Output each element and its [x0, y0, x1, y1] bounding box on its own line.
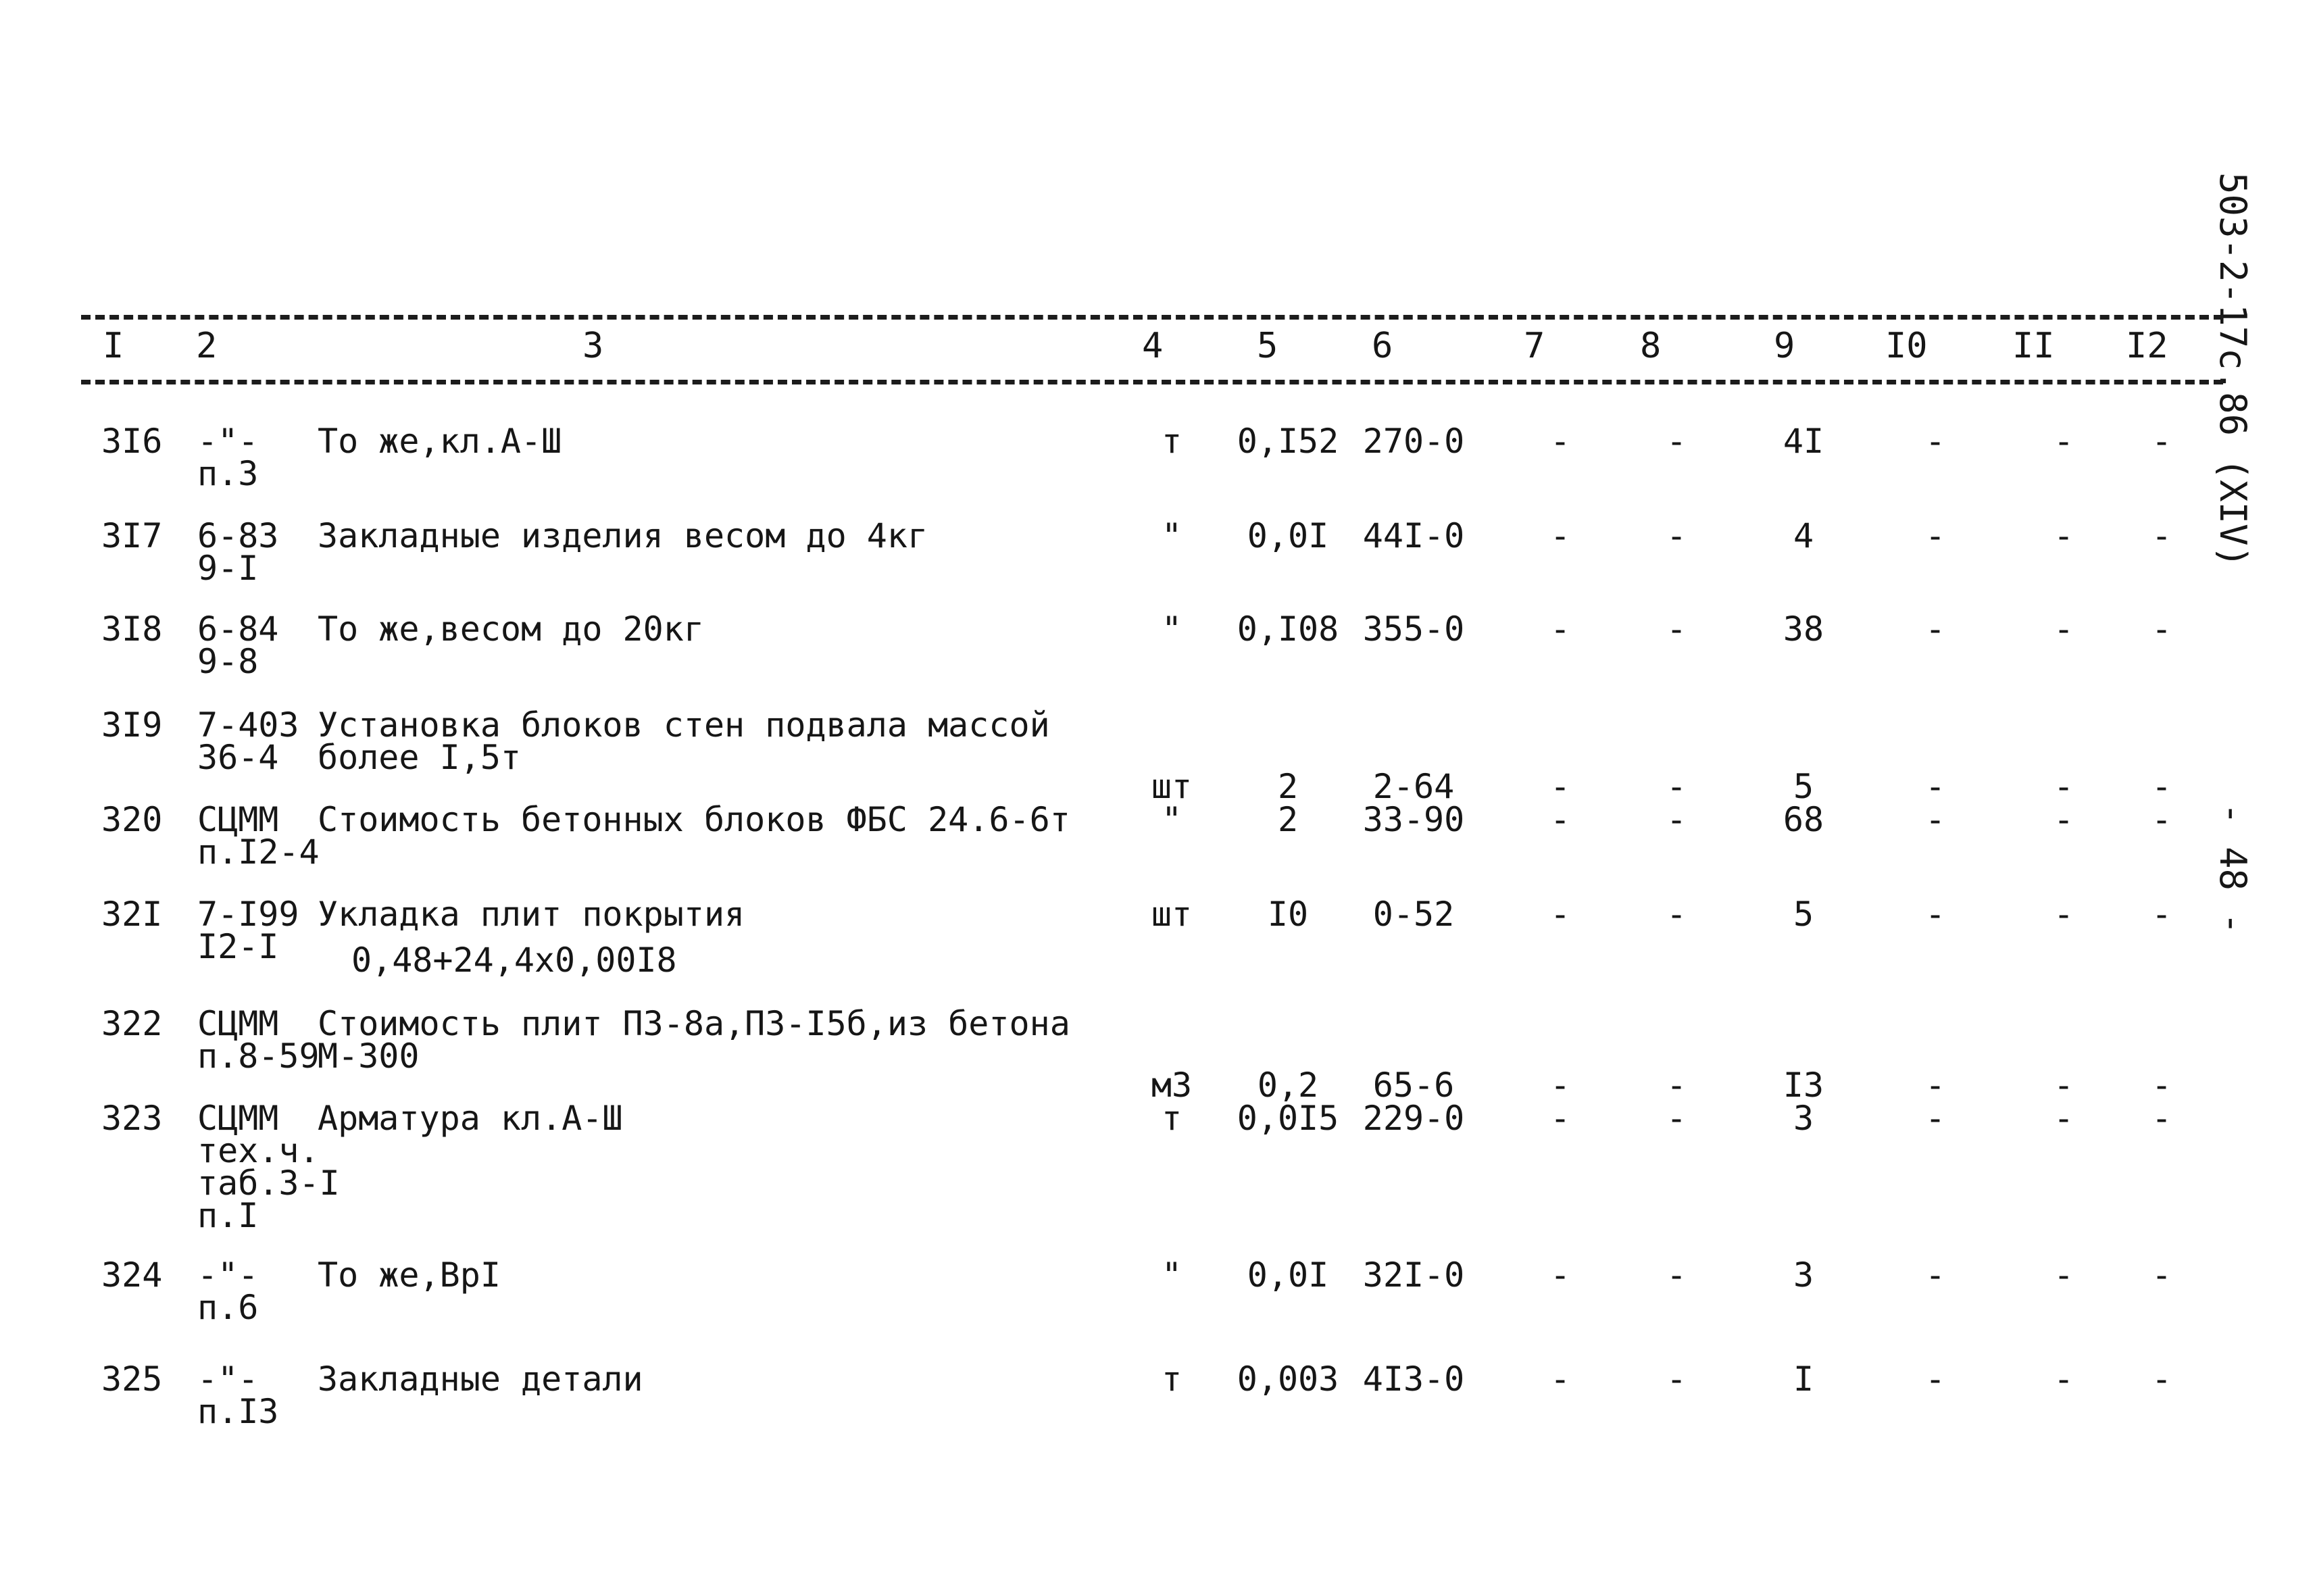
col9-cell: 4I	[1783, 422, 1824, 461]
col12-cell: -	[2151, 895, 2172, 934]
row-number: 3I9	[101, 705, 163, 745]
col11-cell: -	[2053, 895, 2074, 934]
quantity-cell: 0,0I5	[1237, 1099, 1339, 1138]
column-header-9: 9	[1774, 326, 1795, 366]
col7-cell: -	[1549, 767, 1571, 807]
col9-cell: 38	[1783, 609, 1824, 649]
code-line: п.I	[197, 1196, 259, 1235]
quantity-cell: 0,0I	[1247, 516, 1329, 555]
description-line: Стоимость бетонных блоков ФБС 24.6-6т	[318, 800, 1070, 839]
col11-cell: -	[2053, 422, 2074, 461]
row-number: 3I6	[101, 422, 163, 461]
row-number: 3I7	[101, 516, 163, 555]
header-top-rule	[81, 315, 2223, 320]
col11-cell: -	[2053, 1099, 2074, 1138]
column-header-1: I	[103, 326, 124, 366]
col12-cell: -	[2151, 609, 2172, 649]
col8-cell: -	[1666, 767, 1687, 807]
quantity-cell: 2	[1277, 800, 1299, 839]
quantity-cell: I0	[1267, 895, 1309, 934]
unit-cell: "	[1161, 516, 1183, 555]
column-header-2: 2	[196, 326, 218, 366]
col9-cell: 4	[1793, 516, 1814, 555]
description-line: То же,ВрI	[318, 1255, 501, 1295]
row-number: 324	[101, 1255, 163, 1295]
row-number: 320	[101, 800, 163, 839]
unit-cell: т	[1161, 422, 1183, 461]
row-number: 32I	[101, 895, 163, 934]
description-line: Арматура кл.А-Ш	[318, 1099, 623, 1138]
col7-cell: -	[1549, 1255, 1571, 1295]
code-line: п.8-59	[197, 1037, 320, 1076]
col7-cell: -	[1549, 422, 1571, 461]
quantity-cell: 0,0I	[1247, 1255, 1329, 1295]
col9-cell: 68	[1783, 800, 1824, 839]
col7-cell: -	[1549, 1099, 1571, 1138]
description-line: 0,48+24,4х0,00I8	[351, 941, 677, 980]
col8-cell: -	[1666, 1099, 1687, 1138]
price-cell: 65-6	[1372, 1066, 1455, 1105]
unit-cell: "	[1161, 609, 1183, 649]
col10-cell: -	[1924, 609, 1946, 649]
price-cell: 229-0	[1362, 1099, 1465, 1138]
col9-cell: I3	[1783, 1066, 1824, 1105]
col7-cell: -	[1549, 1360, 1571, 1399]
column-header-12: I2	[2126, 326, 2168, 366]
description-line: Закладные изделия весом до 4кг	[318, 516, 928, 555]
col8-cell: -	[1666, 609, 1687, 649]
document-code: 503-2-17с.86 (XIV)	[2212, 172, 2254, 568]
description-line: Установка блоков стен подвала массой	[318, 705, 1050, 745]
col12-cell: -	[2151, 1066, 2172, 1105]
col10-cell: -	[1924, 422, 1946, 461]
col12-cell: -	[2151, 516, 2172, 555]
price-cell: 2-64	[1372, 767, 1455, 807]
unit-cell: шт	[1151, 895, 1193, 934]
col7-cell: -	[1549, 609, 1571, 649]
code-line: тех.ч.	[197, 1131, 320, 1170]
col9-cell: 3	[1793, 1099, 1814, 1138]
code-line: -"-	[197, 1360, 259, 1399]
col10-cell: -	[1924, 1360, 1946, 1399]
unit-cell: м3	[1151, 1066, 1193, 1105]
col8-cell: -	[1666, 1360, 1687, 1399]
code-line: п.I2-4	[197, 832, 320, 872]
code-line: п.6	[197, 1288, 259, 1327]
col11-cell: -	[2053, 1066, 2074, 1105]
code-line: -"-	[197, 422, 259, 461]
col8-cell: -	[1666, 1066, 1687, 1105]
code-line: п.3	[197, 454, 259, 493]
col11-cell: -	[2053, 1255, 2074, 1295]
description-line: М-300	[318, 1037, 420, 1076]
code-line: 6-84	[197, 609, 279, 649]
column-header-7: 7	[1524, 326, 1545, 366]
col11-cell: -	[2053, 609, 2074, 649]
col7-cell: -	[1549, 800, 1571, 839]
description-line: То же,кл.А-Ш	[318, 422, 562, 461]
row-number: 3I8	[101, 609, 163, 649]
code-line: I2-I	[197, 927, 279, 966]
col10-cell: -	[1924, 800, 1946, 839]
unit-cell: шт	[1151, 767, 1193, 807]
col11-cell: -	[2053, 1360, 2074, 1399]
row-number: 325	[101, 1360, 163, 1399]
col12-cell: -	[2151, 1360, 2172, 1399]
quantity-cell: 0,I52	[1237, 422, 1339, 461]
price-cell: 32I-0	[1362, 1255, 1465, 1295]
unit-cell: "	[1161, 1255, 1183, 1295]
col10-cell: -	[1924, 1066, 1946, 1105]
page-number: - 48 -	[2212, 803, 2254, 935]
row-number: 322	[101, 1004, 163, 1043]
col10-cell: -	[1924, 767, 1946, 807]
code-line: таб.3-I	[197, 1164, 340, 1203]
col9-cell: I	[1793, 1360, 1814, 1399]
col12-cell: -	[2151, 1255, 2172, 1295]
description-line: Укладка плит покрытия	[318, 895, 745, 934]
price-cell: 0-52	[1372, 895, 1455, 934]
col8-cell: -	[1666, 800, 1687, 839]
code-line: 7-I99	[197, 895, 299, 934]
code-line: 36-4	[197, 738, 279, 777]
code-line: 6-83	[197, 516, 279, 555]
column-header-3: 3	[582, 326, 604, 366]
col11-cell: -	[2053, 800, 2074, 839]
code-line: п.I3	[197, 1392, 279, 1431]
price-cell: 33-90	[1362, 800, 1465, 839]
code-line: 9-8	[197, 642, 259, 681]
code-line: СЦММ	[197, 1099, 279, 1138]
description-line: Закладные детали	[318, 1360, 643, 1399]
col9-cell: 5	[1793, 767, 1814, 807]
price-cell: 4I3-0	[1362, 1360, 1465, 1399]
code-line: -"-	[197, 1255, 259, 1295]
description-line: Стоимость плит ПЗ-8а,ПЗ-I5б,из бетона	[318, 1004, 1070, 1043]
code-line: 9-I	[197, 549, 259, 588]
col7-cell: -	[1549, 895, 1571, 934]
col8-cell: -	[1666, 1255, 1687, 1295]
row-number: 323	[101, 1099, 163, 1138]
quantity-cell: 2	[1277, 767, 1299, 807]
column-header-5: 5	[1257, 326, 1278, 366]
code-line: СЦММ	[197, 800, 279, 839]
quantity-cell: 0,I08	[1237, 609, 1339, 649]
col7-cell: -	[1549, 1066, 1571, 1105]
col10-cell: -	[1924, 1255, 1946, 1295]
price-cell: 44I-0	[1362, 516, 1465, 555]
unit-cell: т	[1161, 1360, 1183, 1399]
col10-cell: -	[1924, 516, 1946, 555]
column-header-6: 6	[1372, 326, 1393, 366]
col8-cell: -	[1666, 516, 1687, 555]
unit-cell: т	[1161, 1099, 1183, 1138]
description-line: То же,весом до 20кг	[318, 609, 704, 649]
col7-cell: -	[1549, 516, 1571, 555]
code-line: СЦММ	[197, 1004, 279, 1043]
header-bottom-rule	[81, 380, 2223, 384]
col10-cell: -	[1924, 1099, 1946, 1138]
col8-cell: -	[1666, 895, 1687, 934]
col12-cell: -	[2151, 800, 2172, 839]
price-cell: 270-0	[1362, 422, 1465, 461]
quantity-cell: 0,2	[1257, 1066, 1319, 1105]
unit-cell: "	[1161, 800, 1183, 839]
col10-cell: -	[1924, 895, 1946, 934]
column-header-4: 4	[1142, 326, 1164, 366]
col8-cell: -	[1666, 422, 1687, 461]
column-header-11: II	[2012, 326, 2055, 366]
column-header-8: 8	[1640, 326, 1662, 366]
col9-cell: 3	[1793, 1255, 1814, 1295]
description-line: более I,5т	[318, 738, 522, 777]
col11-cell: -	[2053, 516, 2074, 555]
column-header-10: I0	[1885, 326, 1928, 366]
col12-cell: -	[2151, 767, 2172, 807]
col9-cell: 5	[1793, 895, 1814, 934]
col12-cell: -	[2151, 422, 2172, 461]
col12-cell: -	[2151, 1099, 2172, 1138]
col11-cell: -	[2053, 767, 2074, 807]
price-cell: 355-0	[1362, 609, 1465, 649]
code-line: 7-403	[197, 705, 299, 745]
quantity-cell: 0,003	[1237, 1360, 1339, 1399]
